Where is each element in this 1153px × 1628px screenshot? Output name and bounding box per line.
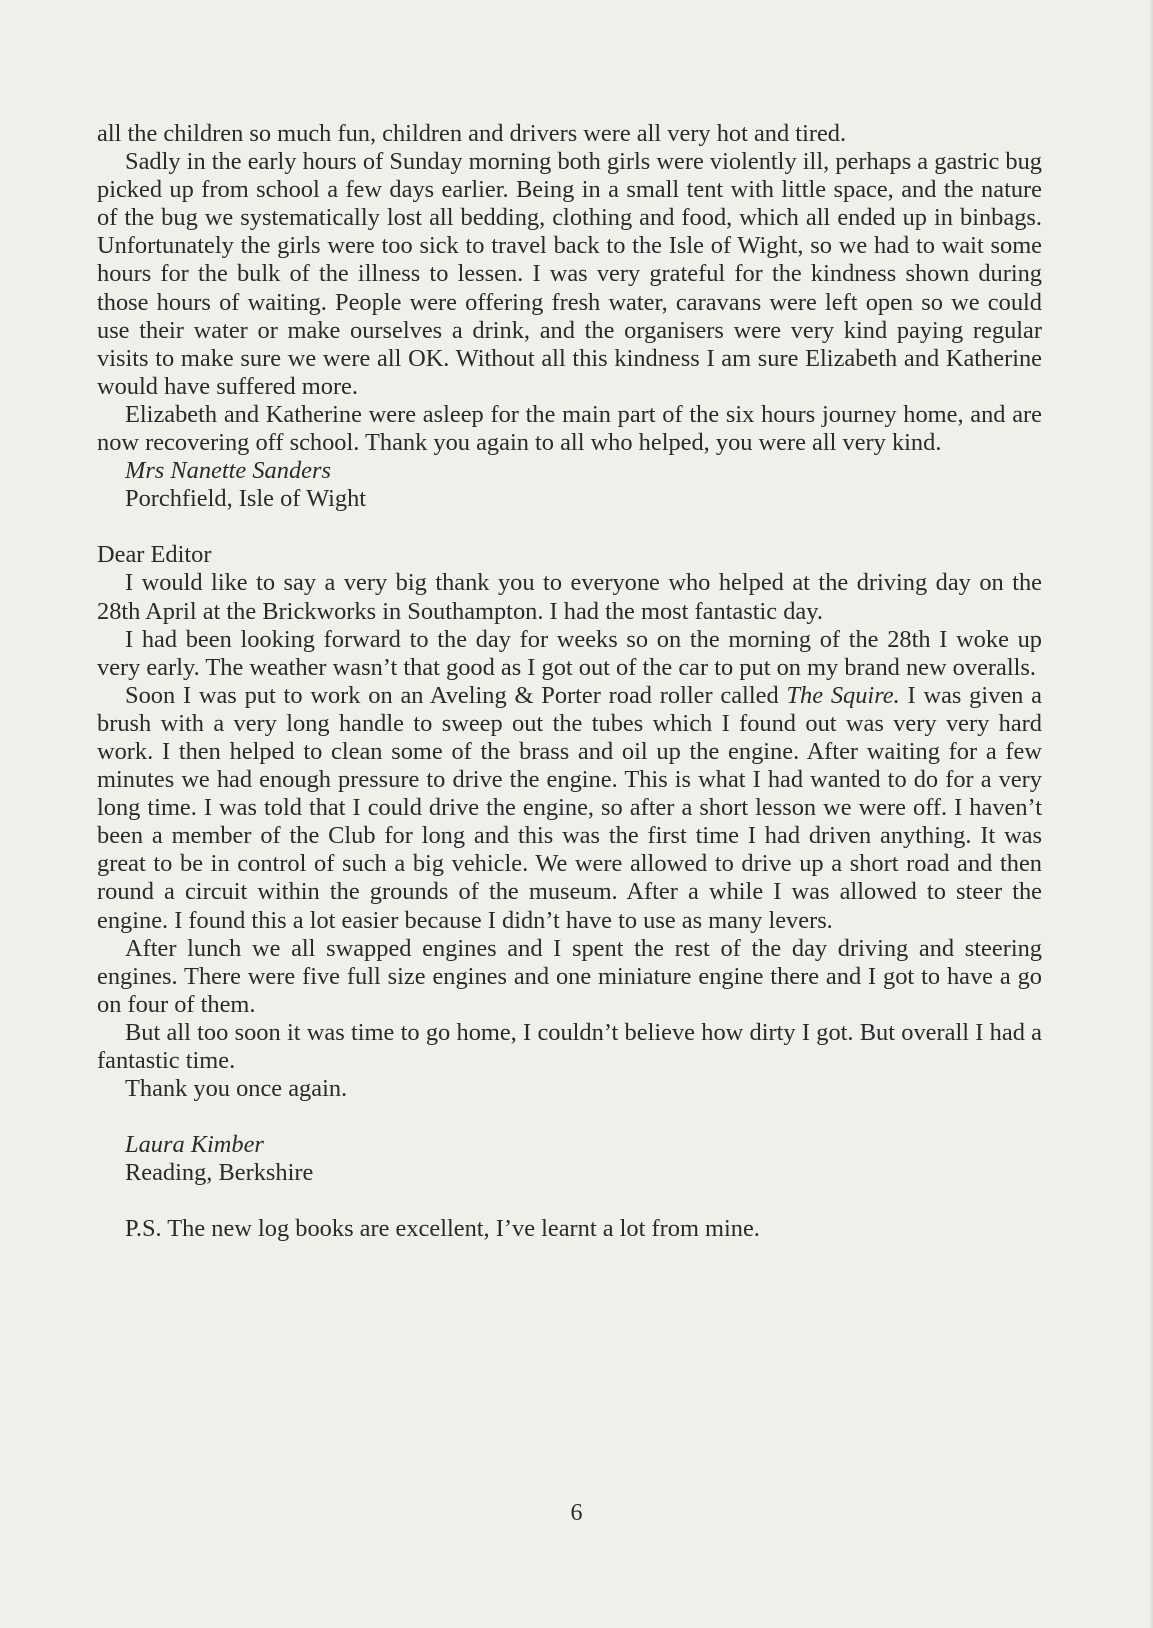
postscript: P.S. The new log books are excellent, I’ve learnt a lot from mine. <box>125 1215 760 1243</box>
page-number: 6 <box>570 1500 583 1526</box>
letter1-signature-location: Porchfield, Isle of Wight <box>125 485 367 513</box>
letter2-paragraph-text: Soon I was put to work on an Aveling & Porter road roller called <box>125 681 779 709</box>
spacer <box>97 1103 1042 1131</box>
letter1-signature-name: Mrs Nanette Sanders <box>125 457 331 485</box>
letter1-paragraph: all the children so much fun, children and drivers were all very hot and tired. <box>97 120 847 147</box>
letter2-paragraph: But all too soon it was time to go home, I couldn’t believe how dirty I got. But overall I had a fantastic time. <box>97 1018 1042 1074</box>
letter1-paragraph: Sadly in the early hours of Sunday morning both girls were violently ill, perhaps a gastric bug picked up from school a few days earlier. Being in a small tent with little space, and the nature of the bug we systematically lost all bedding, clothing and food, which all ended up in binbags. Unfortunately the girls were too sick to travel back to the Isle of Wight, so we had to wait some hours for the bulk of the illness to lessen. I was very grateful for the kindness shown during those hours of waiting. People were offering fresh water, caravans were left open so we could use their water or make ourselves a drink, and the organisers were very kind paying regular visits to make sure we were all OK. Without all this kindness I am sure Elizabeth and Katherine would have suffered more. <box>97 148 1042 400</box>
letter-separator <box>97 513 1042 541</box>
letter2-paragraph: I would like to say a very big thank you to everyone who helped at the driving day on the 28th April at the Brickworks in Southampton. I had the most fantastic day. <box>97 569 1042 625</box>
engine-name: The Squire. <box>786 681 900 709</box>
letter2-paragraph: After lunch we all swapped engines and I spent the rest of the day driving and steering engines. There were five full size engines and one miniature engine there and I got to have a go on four of them. <box>97 934 1042 1018</box>
letter2-signature-location: Reading, Berkshire <box>125 1159 314 1187</box>
letter2-paragraph: I had been looking forward to the day for weeks so on the morning of the 28th I woke up very early. The weather wasn’t that good as I got out of the car to put on my brand new overalls. <box>97 625 1042 681</box>
letter1-paragraph: Elizabeth and Katherine were asleep for the main part of the six hours journey home, and are now recovering off school. Thank you again to all who helped, you were all very kind. <box>97 400 1042 457</box>
letter2-greeting: Dear Editor <box>97 541 212 569</box>
letters-column <box>97 120 1042 1243</box>
spacer <box>97 1187 1042 1215</box>
letter2-signature-name: Laura Kimber <box>125 1131 264 1159</box>
letter2-closing: Thank you once again. <box>125 1075 348 1103</box>
letter2-paragraph-text: I was given a brush with a very long handle to sweep out the tubes which I found out was very very hard work. I then helped to clean some of the brass and oil up the engine. After waiting for a few minutes we had enough pressure to drive the engine. This is what I had wanted to do for a very long time. I was told that I could drive the engine, so after a short lesson we were off. I haven’t been a member of the Club for long and this was the first time I had driven anything. It was great to be in control of such a big vehicle. We were allowed to drive up a short road and then round a circuit within the grounds of the museum. After a while I was allowed to steer the engine. I found this a lot easier because I didn’t have to use as many levers. <box>97 681 1042 934</box>
letter2-paragraph <box>97 682 1042 935</box>
